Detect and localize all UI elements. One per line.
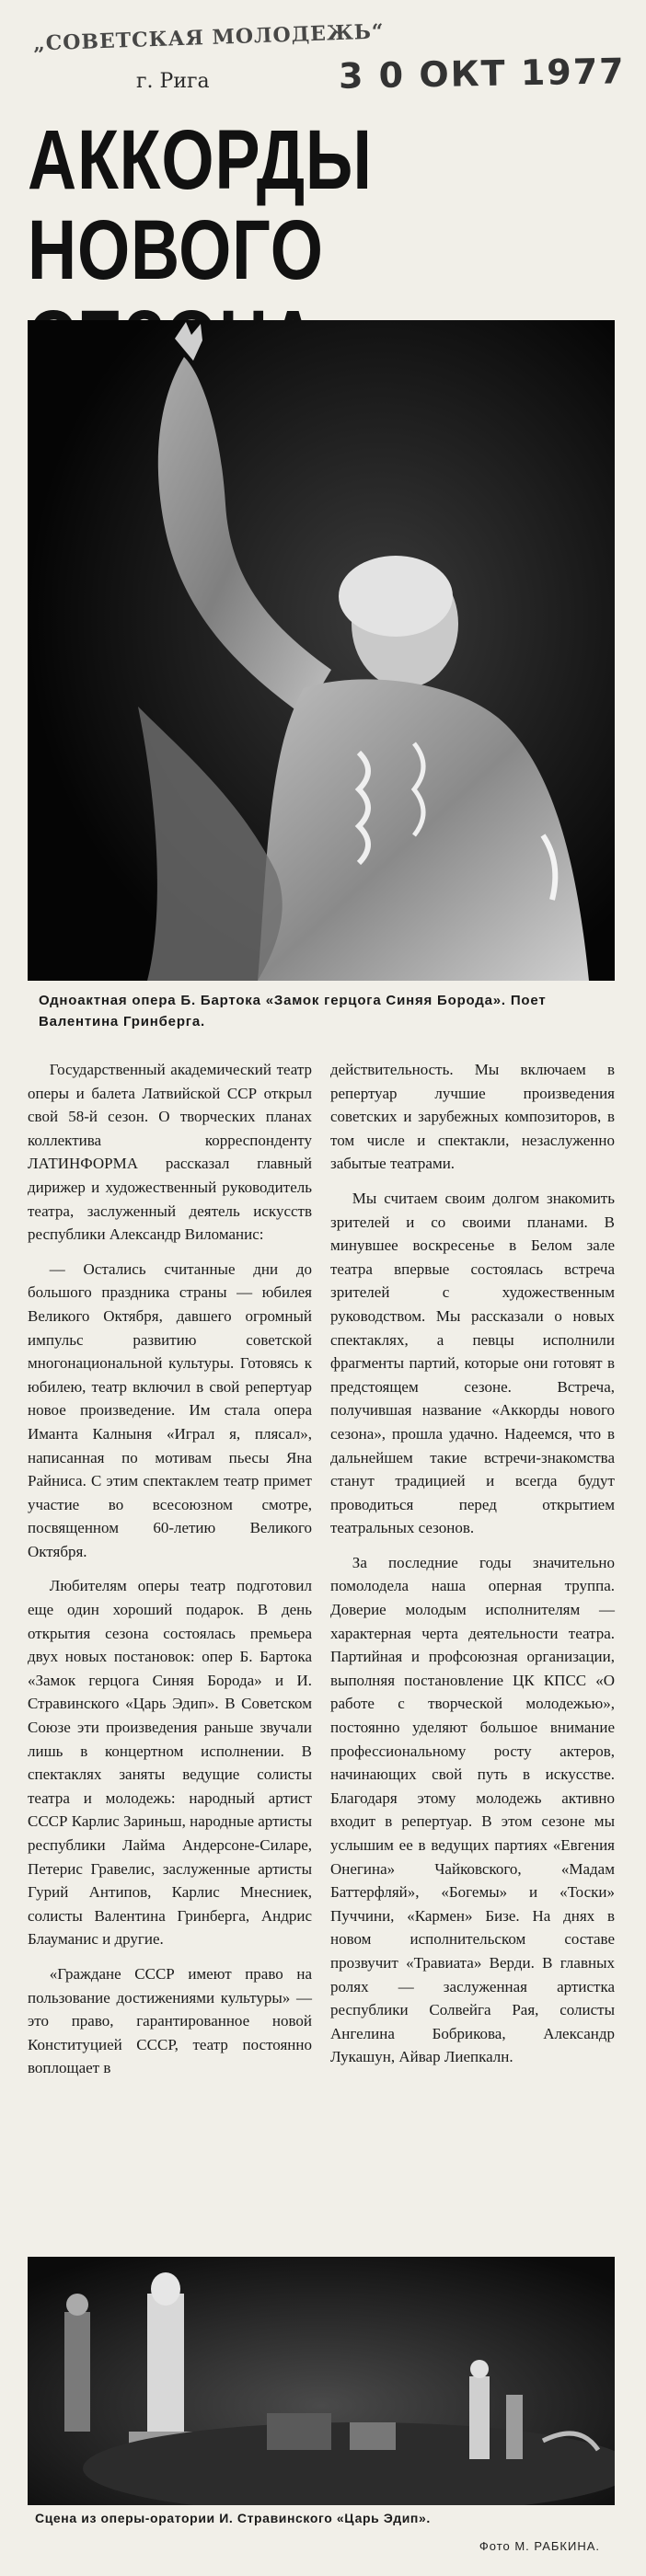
article-column-left — [28, 1058, 312, 2245]
paragraph: «Граждане СССР имеют право на пользование достижениями культуры» — это право, гарантированное новой Конституцией СССР, театр постоянно воплощает в — [28, 1964, 312, 2077]
paragraph: действительность. Мы включаем в репертуар лучшие произведения советских и зарубежных композиторов, в том числе и спектакли, незаслуженно забытые театрами. — [330, 1061, 615, 1173]
paragraph: — Остались считанные дни до большого праздника страны — юбилея Великого Октября, давшего огромный импульс развитию советской многонациональной культуры. Готовясь к юбилею, театр включил в свой репертуар новое произведение. Им стала опера Иманта Калныня «Играл я, плясал», написанная по мотивам пьесы Яна Райниса. С этим спектаклем театр примет участие во всесоюзном смотре, посвященном 60-летию Великого Октября. — [28, 1259, 312, 1560]
bottom-photo-caption: Сцена из оперы-оратории И. Стравинского «Царь Эдип». — [35, 2511, 431, 2525]
city-label: г. Рига — [136, 70, 210, 93]
article-column-right — [330, 1058, 615, 2245]
article-body — [28, 1058, 615, 2245]
opera-singer-photo — [28, 320, 615, 981]
paragraph: Любителям оперы театр подготовил еще один хороший подарок. В день открытия сезона состоялась премьера двух новых постановок: опер Б. Бартока «Замок герцога Синяя Борода» и И. Стравинского «Царь Эдип». В Советском Союзе эти произведения раньше звучали лишь в концертном исполнении. В спектаклях заняты ведущие солисты театра и молодежь: народный артист СССР Карлис Зариньш, народные артисты республики Лайма Андерсоне-Силаре, Петерис Гравелис, заслуженные артисты Гурий Антипов, Карлис Мнесниек, солисты Валентина Гринберга, Андрис Блауманис и другие. — [28, 1577, 312, 1949]
opera-scene-photo — [28, 2257, 615, 2505]
photo-credit: Фото М. РАБКИНА. — [479, 2539, 600, 2553]
headline-line-1: АККОРДЫ — [28, 113, 373, 207]
paragraph: За последние годы значительно помолодела наша оперная труппа. Доверие молодым исполнителям — характерная черта деятельности театра. Партийная и профсоюзная организации, выполняя постановление ЦК КПСС «О работе с творческой молодежью», постоянно уделяют большое внимание профессиональному росту актеров, начинающих свой путь в искусстве. Благодаря этому молодежь активно входит в репертуар. В этом сезоне мы услышим ее в ведущих партиях «Евгения Онегина» Чайковского, «Мадам Баттерфляй», «Богемы» и «Тоски» Пуччини, «Кармен» Бизе. На днях в новом исполнительском составе прозвучит «Травиата» Верди. В главных ролях — заслуженная артистка республики Солвейга Рая, солисты Ангелина Бобрикова, Александр Лукашун, Айвар Лиепкалн. — [330, 1553, 615, 2066]
paragraph: Мы считаем своим долгом знакомить зрителей и со своими планами. В минувшее воскресенье в Белом зале театра впервые состоялась встреча зрителей с художественным руководством. Мы рассказали о новых спектаклях, а певцы исполнили фрагменты партий, которые они готовят в предстоящем сезоне. Встреча, получившая название «Аккорды нового сезона», прошла удачно. Надеемся, что в дальнейшем такие встречи-знакомства станут традицией и всегда будут проводиться перед открытием театральных сезонов. — [330, 1189, 615, 1537]
top-photo-caption: Одноактная опера Б. Бартока «Замок герцога Синяя Борода». Поет Валентина Гринберга. — [39, 993, 547, 1029]
newspaper-name-stamp: „СОВЕТСКАЯ МОЛОДЕЖЬ“ — [32, 19, 386, 56]
paragraph: Государственный академический театр оперы и балета Латвийской ССР открыл свой 58-й сезон. О творческих планах коллектива корреспонденту ЛАТИНФОРМА рассказал главный дирижер и художественный руководитель театра, заслуженный деятель искусств республики Александр Виломаниc: — [28, 1061, 312, 1244]
headline-line-2: НОВОГО — [28, 203, 324, 297]
clipping-header — [28, 19, 627, 109]
date-stamp: 3 0 ОКТ 1977 — [339, 51, 627, 97]
